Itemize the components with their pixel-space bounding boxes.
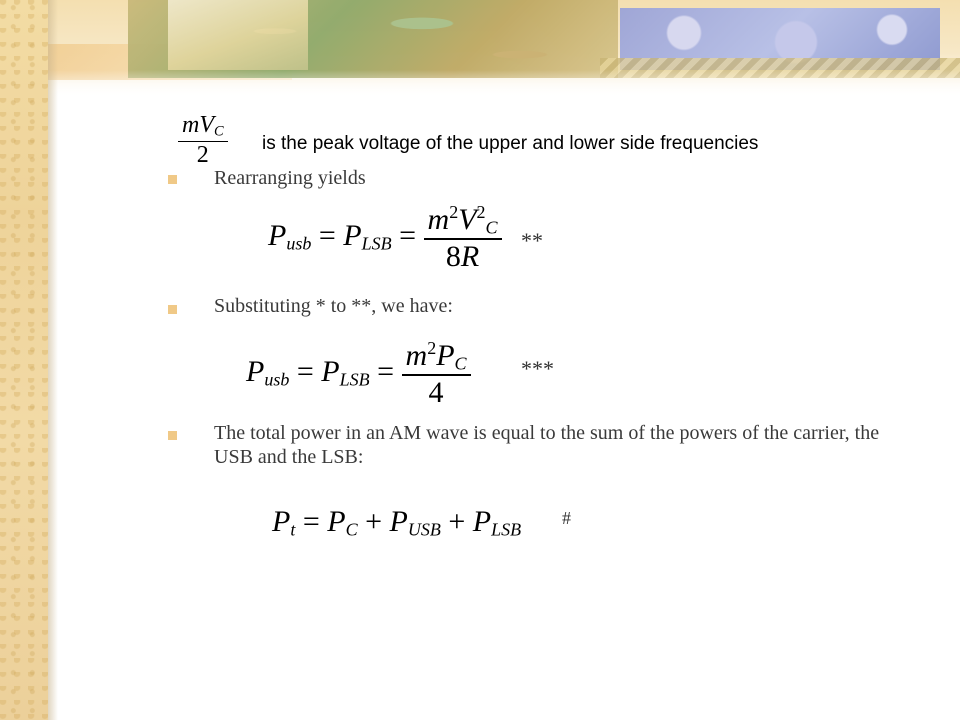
equation-total-power: $P_t = P_C + P_{USB} + P_{LSB}$ — [272, 505, 522, 540]
fraction-mvc-over-2: $\frac{mV_C}{2}$ — [178, 112, 228, 169]
marker-double-asterisk: ** — [521, 228, 543, 253]
bullet-text-rearranging: Rearranging yields — [214, 167, 366, 189]
bullet-marker — [168, 431, 177, 440]
bullet-marker — [168, 175, 177, 184]
bullet-text-substituting: Substituting * to **, we have: — [214, 295, 453, 317]
marker-hash: # — [562, 508, 571, 528]
marker-triple-asterisk: *** — [521, 356, 554, 381]
bullet-text-total-power: The total power in an AM wave is equal to the sum of the powers of the carrier, the USB and the LSB: — [214, 422, 880, 468]
equation-power-sideband-4: $P_{usb} = P_{LSB}$ = $\frac{m^2P_C}{4}$ — [246, 338, 471, 410]
intro-text: is the peak voltage of the upper and lower side frequencies — [262, 133, 759, 154]
bullet-marker — [168, 305, 177, 314]
equation-power-sideband-8r: $P_{usb} = P_{LSB}$ = $\frac{m^2V^2_C}{8R}$ — [268, 202, 502, 274]
